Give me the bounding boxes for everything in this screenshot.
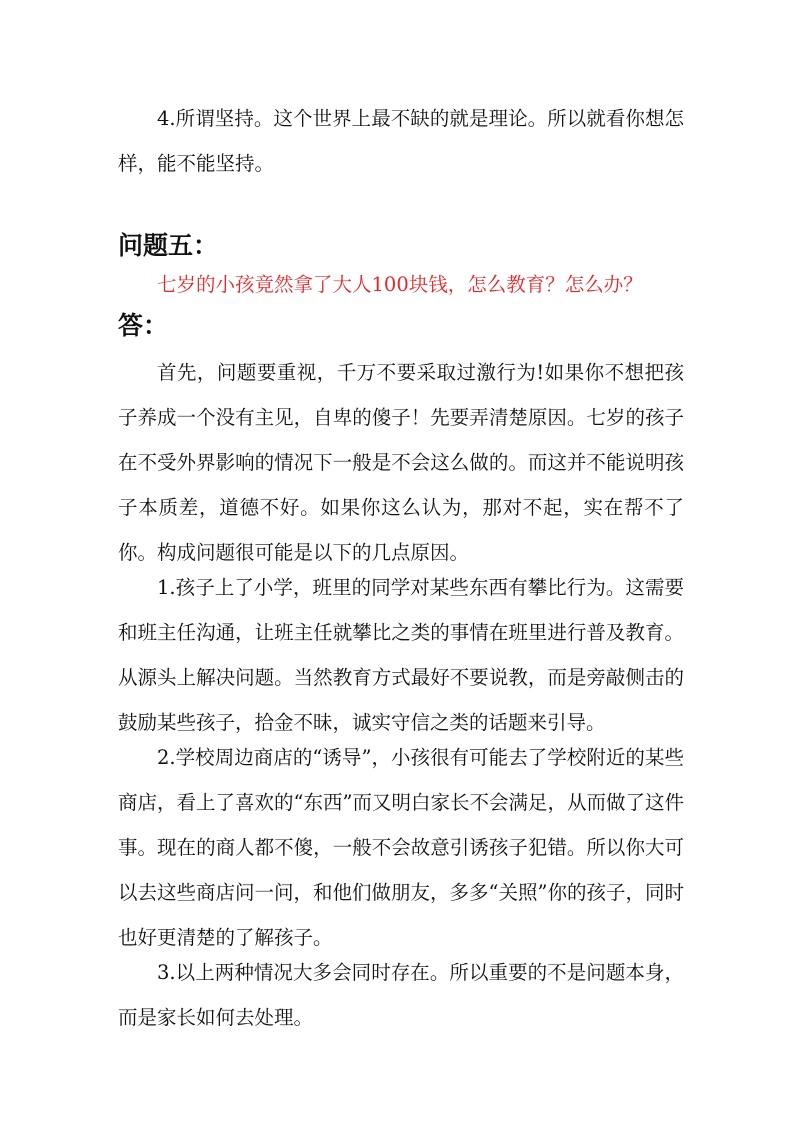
answer-paragraph-3-block [118,735,684,960]
answer-point-1: 1.孩子上了小学，班里的同学对某些东西有攀比行为。这需要和班主任沟通，让班主任就攀比之类的事情在班里进行普及教育。从源头上解决问题。当然教育方式最好不要说教，而是旁敲侧击的鼓励某些孩子，拾金不昧，诚实守信之类的话题来引导。 [118,576,684,734]
answer-paragraph-1-block [118,350,684,575]
section-heading-block [118,228,684,264]
previous-item-block [118,96,684,186]
answer-paragraph-intro: 首先，问题要重视，千万不要采取过激行为!如果你不想把孩子养成一个没有主见，自卑的傻子！先要弄清楚原因。七岁的孩子在不受外界影响的情况下一般是不会这么做的。而这并不能说明孩子本质差，道德不好。如果你这么认为，那对不起，实在帮不了你。构成问题很可能是以下的几点原因。 [118,361,684,564]
question-text: 七岁的小孩竟然拿了大人100块钱，怎么教育？怎么办？ [157,273,643,296]
previous-item-paragraph: 4.所谓坚持。这个世界上最不缺的就是理论。所以就看你想怎样，能不能坚持。 [118,107,684,175]
question-block [118,270,684,300]
answer-point-2: 2.学校周边商店的“诱导”，小孩很有可能去了学校附近的某些商店，看上了喜欢的“东西”而又明白家长不会满足，从而做了这件事。现在的商人都不傻，一般不会故意引诱孩子犯错。所以你大可以去这些商店问一问，和他们做朋友，多多“关照”你的孩子，同时也好更清楚的了解孩子。 [118,746,684,949]
answer-paragraph-4-block [118,950,684,1040]
section-heading: 问题五： [118,231,219,260]
answer-label-block [118,308,684,344]
answer-point-3: 3.以上两种情况大多会同时存在。所以重要的不是问题本身，而是家长如何去处理。 [118,961,684,1029]
answer-label: 答： [118,311,169,340]
answer-paragraph-2-block [118,565,684,745]
